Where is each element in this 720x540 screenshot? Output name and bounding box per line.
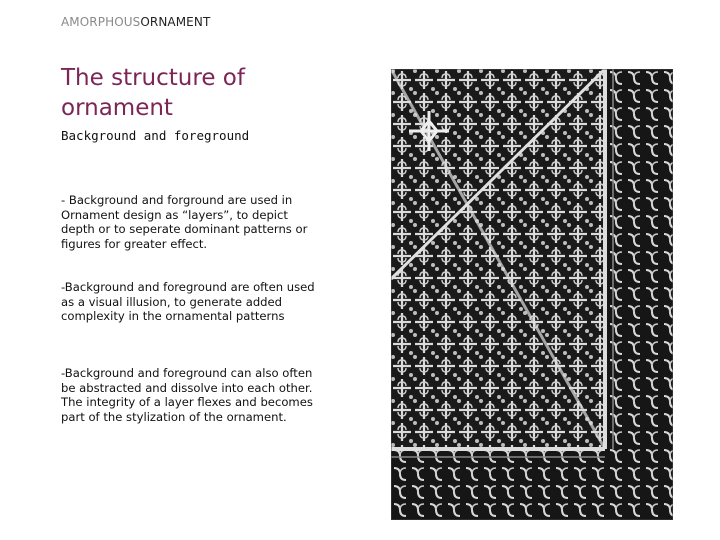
paragraph-2: -Background and foreground are often used as a visual illusion, to generate added complexity in the ornamental patterns [61, 280, 315, 324]
brand-header [61, 15, 210, 29]
ornament-photo [391, 69, 673, 520]
paragraph-1: - Background and forground are used in Ornament design as “layers”, to depict depth or to seperate dominant patterns or figures for greater effect. [61, 193, 308, 251]
slide-title: The structure of ornament [61, 65, 245, 121]
slide-subtitle: Background and foreground [61, 128, 250, 143]
paragraph-3: -Background and foreground can also often be abstracted and dissolve into each other. The integrity of a layer flexes and becomes part of the stylization of the ornament. [61, 366, 313, 424]
brand-part-2: ORNAMENT [140, 15, 211, 29]
brand-part-1: AMORPHOUS [61, 15, 141, 29]
